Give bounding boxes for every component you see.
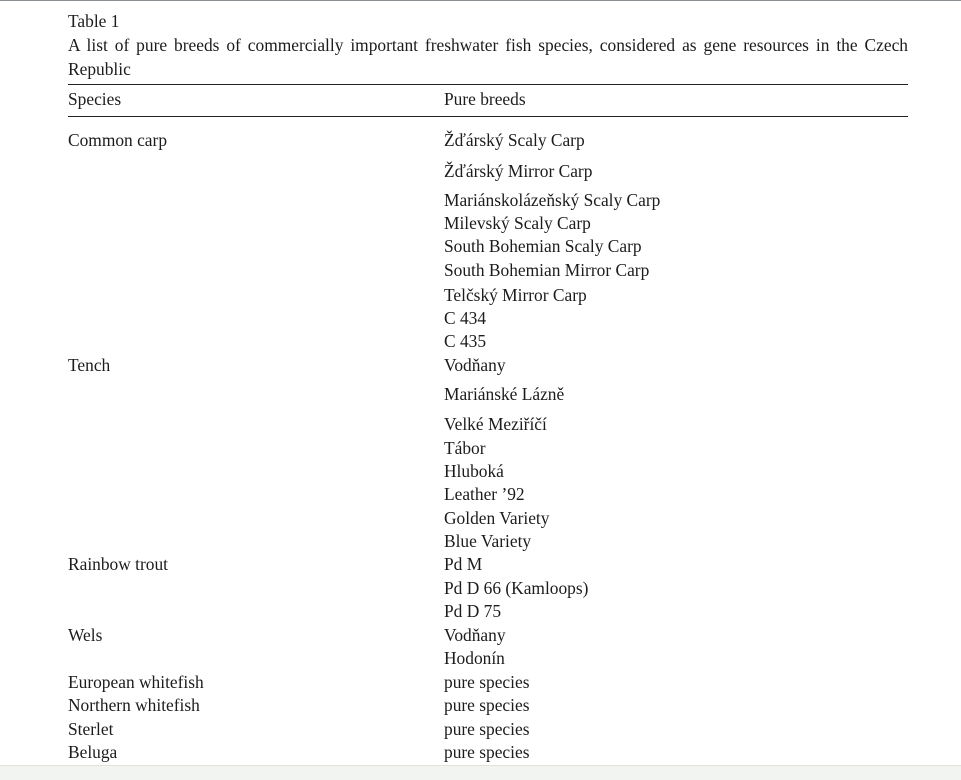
species-cell: Wels bbox=[68, 625, 103, 645]
table-top-rule bbox=[68, 84, 908, 85]
species-cell: Northern whitefish bbox=[68, 695, 200, 715]
breed-cell: Blue Variety bbox=[444, 531, 532, 551]
breed-cell: Žďárský Scaly Carp bbox=[444, 130, 585, 150]
breed-cell: Telčský Mirror Carp bbox=[444, 285, 587, 305]
breed-cell: C 434 bbox=[444, 308, 487, 328]
table-label: Table 1 bbox=[68, 11, 120, 31]
breed-cell: Velké Meziříčí bbox=[444, 414, 547, 434]
species-cell: European whitefish bbox=[68, 672, 204, 692]
column-header-pure-breeds: Pure breeds bbox=[444, 89, 526, 109]
species-cell: Common carp bbox=[68, 130, 168, 150]
breed-cell: Golden Variety bbox=[444, 508, 550, 528]
breed-cell: Tábor bbox=[444, 438, 486, 458]
breed-cell: pure species bbox=[444, 742, 530, 762]
species-cell: Beluga bbox=[68, 742, 118, 762]
breed-cell: Žďárský Mirror Carp bbox=[444, 161, 593, 181]
table-title: A list of pure breeds of commercially important freshwater fish species, considered as gene resources in the Czech Republic bbox=[68, 35, 908, 79]
breed-cell: Mariánské Lázně bbox=[444, 384, 565, 404]
breed-cell: pure species bbox=[444, 695, 530, 715]
breed-cell: Vodňany bbox=[444, 355, 506, 375]
breed-cell: Leather ’92 bbox=[444, 484, 525, 504]
page-bottom-edge bbox=[0, 765, 961, 780]
breed-cell: Vodňany bbox=[444, 625, 506, 645]
species-cell: Sterlet bbox=[68, 719, 114, 739]
breed-cell: Mariánskolázeňský Scaly Carp bbox=[444, 190, 661, 210]
breed-cell: Hluboká bbox=[444, 461, 504, 481]
column-header-species: Species bbox=[68, 89, 122, 109]
breed-cell: South Bohemian Scaly Carp bbox=[444, 236, 642, 256]
table-caption bbox=[68, 9, 908, 81]
breed-cell: Pd D 66 (Kamloops) bbox=[444, 578, 589, 598]
table-header-rule bbox=[68, 116, 908, 117]
breed-cell: Pd D 75 bbox=[444, 601, 502, 621]
breed-cell: pure species bbox=[444, 672, 530, 692]
breed-cell: Milevský Scaly Carp bbox=[444, 213, 591, 233]
species-cell: Tench bbox=[68, 355, 111, 375]
breed-cell: Pd M bbox=[444, 554, 483, 574]
breed-cell: pure species bbox=[444, 719, 530, 739]
breed-cell: C 435 bbox=[444, 331, 487, 351]
breed-cell: Hodonín bbox=[444, 648, 505, 668]
breed-cell: South Bohemian Mirror Carp bbox=[444, 260, 650, 280]
top-border bbox=[0, 0, 961, 1]
species-cell: Rainbow trout bbox=[68, 554, 168, 574]
